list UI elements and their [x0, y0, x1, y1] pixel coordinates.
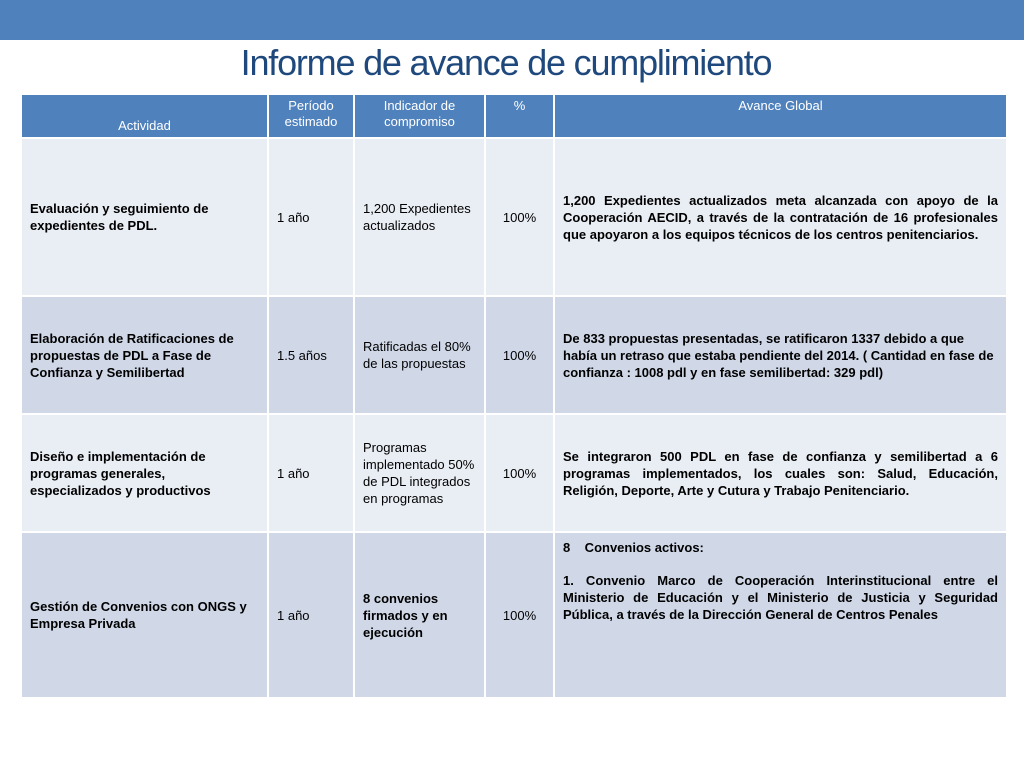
- cell-avance: 1,200 Expedientes actualizados meta alcanzada con apoyo de la Cooperación AECID, a través de la contratación de 16 profesionales que apoyaron a los equipos técnicos de los centros penitenciarios.: [555, 139, 1006, 295]
- cell-avance: De 833 propuestas presentadas, se ratificaron 1337 debido a que había un retraso que estaba pendiente del 2014. ( Cantidad en fase de confianza : 1008 pdl y en fase semilibertad: 329 pdl): [555, 297, 1006, 413]
- cell-indicador: 1,200 Expedientes actualizados: [355, 139, 484, 295]
- cell-periodo: 1 año: [269, 415, 353, 531]
- header-avance: Avance Global: [555, 95, 1006, 137]
- table-header-row: [22, 95, 1006, 137]
- cell-indicador: Programas implementado 50% de PDL integrados en programas: [355, 415, 484, 531]
- cell-periodo: 1 año: [269, 533, 353, 697]
- cell-porcentaje: 100%: [486, 415, 553, 531]
- header-indicador: Indicador de compromiso: [355, 95, 484, 137]
- cell-porcentaje: 100%: [486, 533, 553, 697]
- avance-spacer: [563, 556, 998, 572]
- cell-porcentaje: 100%: [486, 297, 553, 413]
- cell-avance: Se integraron 500 PDL en fase de confianza y semilibertad a 6 programas implementados, los cuales son: Salud, Educación, Religión, Deporte, Arte y Cutura y Trabajo Penitenciario.: [555, 415, 1006, 531]
- table-row: [22, 297, 1006, 413]
- top-accent-band: [0, 0, 1024, 40]
- table-row: [22, 415, 1006, 531]
- avance-convenios-count: 8 Convenios activos:: [563, 540, 704, 555]
- cell-actividad: Elaboración de Ratificaciones de propuestas de PDL a Fase de Confianza y Semilibertad: [22, 297, 267, 413]
- page-title: Informe de avance de cumplimiento: [240, 42, 772, 83]
- progress-report-table: [20, 93, 1008, 699]
- cell-periodo: 1 año: [269, 139, 353, 295]
- header-porcentaje: %: [486, 95, 553, 137]
- cell-actividad: Diseño e implementación de programas generales, especializados y productivos: [22, 415, 267, 531]
- table-row: [22, 533, 1006, 697]
- table-row: [22, 139, 1006, 295]
- header-periodo: Período estimado: [269, 95, 353, 137]
- header-actividad: Actividad: [22, 95, 267, 137]
- cell-actividad: Evaluación y seguimiento de expedientes de PDL.: [22, 139, 267, 295]
- cell-actividad: Gestión de Convenios con ONGS y Empresa Privada: [22, 533, 267, 697]
- avance-convenio-detail: 1. Convenio Marco de Cooperación Interinstitucional entre el Ministerio de Educación y el Ministerio de Justicia y Seguridad Pública, a través de la Dirección General de Centros Penales: [563, 573, 998, 622]
- cell-porcentaje: 100%: [486, 139, 553, 295]
- cell-indicador: 8 convenios firmados y en ejecución: [355, 533, 484, 697]
- cell-avance: [555, 533, 1006, 697]
- cell-periodo: 1.5 años: [269, 297, 353, 413]
- cell-indicador: Ratificadas el 80% de las propuestas: [355, 297, 484, 413]
